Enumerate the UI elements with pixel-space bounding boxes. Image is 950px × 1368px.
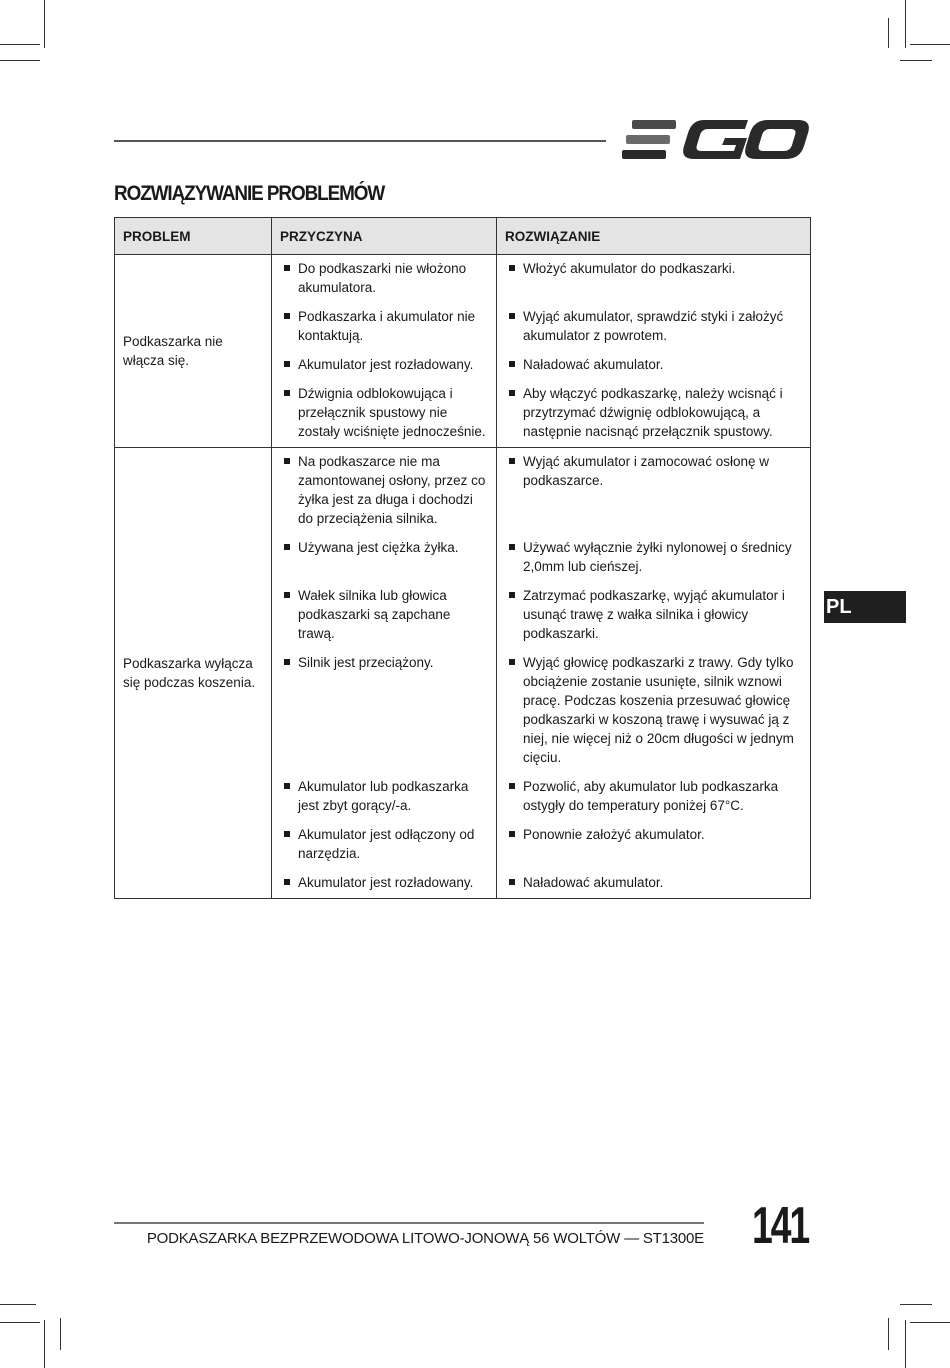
solution-text: Włożyć akumulator do podkaszarki. [507, 259, 802, 278]
solution-text: Wyjąć głowicę podkaszarki z trawy. Gdy tylko obciążenie zostanie usunięte, silnik wznowi pracę. Podczas koszenia przesuwać głowicę podkaszarki w koszoną trawę i wysuwać ją z niej, nie więcej niż o 20cm długości w jednym cięciu. [507, 653, 802, 767]
cause-text: Akumulator jest odłączony od narzędzia. [282, 825, 488, 863]
solution-cell [497, 303, 811, 351]
solution-cell [497, 534, 811, 582]
crop-mark [0, 1322, 40, 1323]
cause-text: Akumulator jest rozładowany. [282, 873, 488, 892]
cause-cell [272, 869, 497, 899]
solution-cell [497, 255, 811, 304]
solution-cell [497, 869, 811, 899]
crop-mark [910, 44, 950, 45]
crop-mark [0, 1304, 36, 1305]
solution-text: Wyjąć akumulator i zamocować osłonę w podkaszarce. [507, 452, 802, 490]
crop-mark [888, 1318, 889, 1350]
solution-text: Wyjąć akumulator, sprawdzić styki i założyć akumulator z powrotem. [507, 307, 802, 345]
column-header-solution: ROZWIĄZANIE [497, 218, 811, 255]
cause-text: Do podkaszarki nie włożono akumulatora. [282, 259, 488, 297]
crop-mark [900, 1304, 932, 1305]
cause-cell [272, 351, 497, 380]
solution-cell [497, 351, 811, 380]
cause-text: Akumulator jest rozładowany. [282, 355, 488, 374]
cause-text: Wałek silnika lub głowica podkaszarki są zapchane trawą. [282, 586, 488, 643]
cause-cell [272, 448, 497, 535]
crop-mark [0, 44, 40, 45]
troubleshooting-table [114, 217, 811, 899]
cause-cell [272, 773, 497, 821]
crop-mark [900, 60, 932, 61]
solution-cell [497, 649, 811, 773]
solution-text: Aby włączyć podkaszarkę, należy wcisnąć i przytrzymać dźwignię odblokowującą, a następnie nacisnąć przełącznik spustowy. [507, 384, 802, 441]
solution-cell [497, 448, 811, 535]
cause-cell [272, 821, 497, 869]
solution-cell [497, 582, 811, 649]
cause-cell [272, 303, 497, 351]
crop-mark [0, 60, 40, 61]
problem-cell: Podkaszarka nie włącza się. [115, 255, 272, 448]
footer-title: PODKASZARKA BEZPRZEWODOWA LITOWO-JONOWĄ 56 WOLTÓW — ST1300E [146, 1230, 704, 1247]
footer-rule [114, 1222, 704, 1224]
table-row [115, 255, 811, 304]
crop-mark [60, 1318, 61, 1350]
cause-text: Silnik jest przeciążony. [282, 653, 488, 672]
cause-cell [272, 255, 497, 304]
cause-cell [272, 380, 497, 448]
table-row [115, 448, 811, 535]
solution-cell [497, 773, 811, 821]
cause-cell [272, 649, 497, 773]
cause-cell [272, 534, 497, 582]
crop-mark [44, 1320, 45, 1368]
solution-text: Zatrzymać podkaszarkę, wyjąć akumulator i usunąć trawę z wałka silnika i głowicy podkaszarki. [507, 586, 802, 643]
cause-text: Akumulator lub podkaszarka jest zbyt gorący/-a. [282, 777, 488, 815]
section-title: ROZWIĄZYWANIE PROBLEMÓW [114, 182, 385, 205]
cause-text: Podkaszarka i akumulator nie kontaktują. [282, 307, 488, 345]
cause-text: Na podkaszarce nie ma zamontowanej osłony, przez co żyłka jest za długa i dochodzi do przeciążenia silnika. [282, 452, 488, 528]
cause-text: Używana jest ciężka żyłka. [282, 538, 488, 557]
column-header-cause: PRZYCZYNA [272, 218, 497, 255]
crop-mark [905, 1320, 906, 1368]
solution-text: Ponownie założyć akumulator. [507, 825, 802, 844]
solution-cell [497, 380, 811, 448]
language-tab: PL [824, 591, 906, 623]
cause-text: Dźwignia odblokowująca i przełącznik spustowy nie zostały wciśnięte jednocześnie. [282, 384, 488, 441]
solution-text: Używać wyłącznie żyłki nylonowej o średnicy 2,0mm lub cieńszej. [507, 538, 802, 576]
column-header-problem: PROBLEM [115, 218, 272, 255]
crop-mark [910, 1322, 950, 1323]
crop-mark [44, 0, 45, 48]
problem-cell: Podkaszarka wyłącza się podczas koszenia. [115, 448, 272, 899]
crop-mark [888, 18, 889, 48]
solution-text: Pozwolić, aby akumulator lub podkaszarka ostygły do temperatury poniżej 67°C. [507, 777, 802, 815]
table-header-row [115, 218, 811, 255]
header-rule [114, 140, 606, 142]
ego-logo [622, 118, 810, 162]
solution-text: Naładować akumulator. [507, 355, 802, 374]
solution-cell [497, 821, 811, 869]
page-number: 141 [752, 1197, 808, 1255]
solution-text: Naładować akumulator. [507, 873, 802, 892]
crop-mark [905, 0, 906, 48]
cause-cell [272, 582, 497, 649]
